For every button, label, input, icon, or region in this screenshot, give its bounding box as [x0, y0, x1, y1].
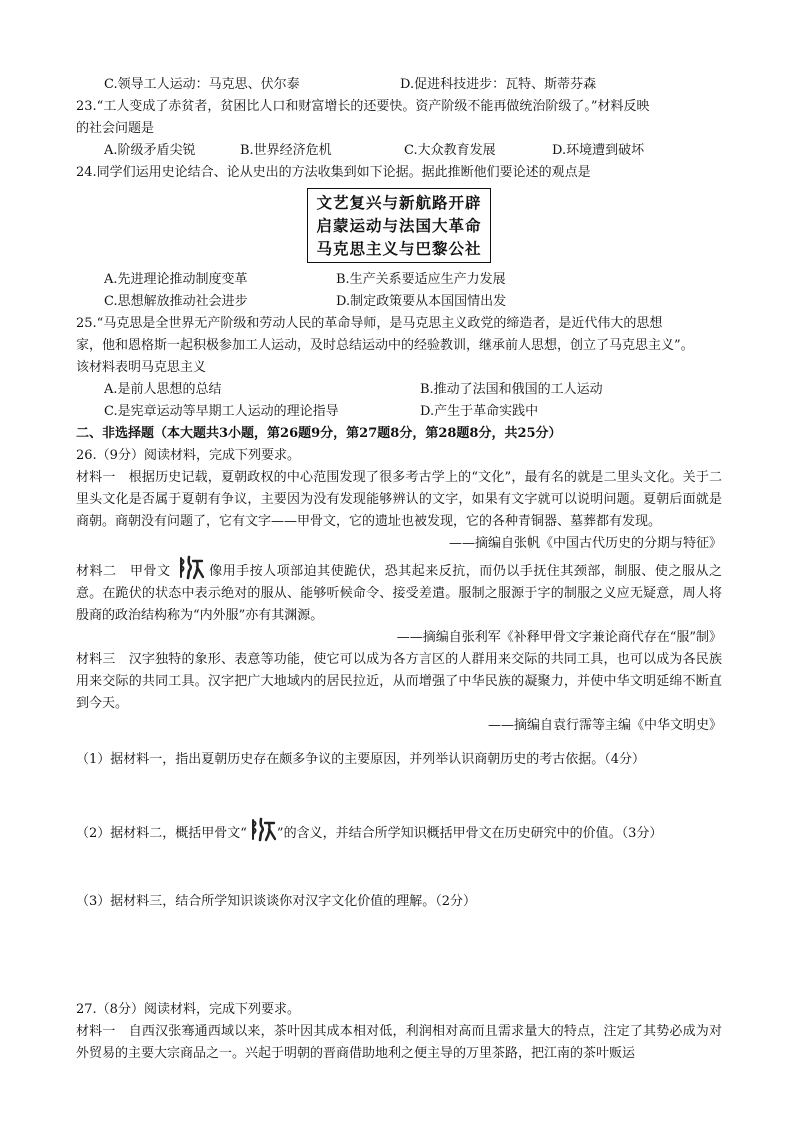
q26-heading: 26.（9分）阅读材料，完成下列要求。: [76, 448, 300, 463]
q25-stem-line1: 25.“马克思是全世界无产阶级和劳动人民的革命导师，是马克思主义政党的缔造者，是近代伟大的思想: [76, 316, 663, 331]
q25-stem-line2: 家，他和恩格斯一起积极参加工人运动，及时总结运动中的经验教训，继承前人思想，创立了马克思主义”。: [76, 338, 694, 353]
q26-material-2-prefix: 材料二 甲骨文: [76, 564, 171, 579]
q26-material-2-body: 像用手按人项部迫其使跪伏，恐其起来反抗，而仍以手抚住其颈部，制服、使之服从之意。在跪伏的状态中表示绝对的服从、能够听候命令、接受差遣。服制之服源于字的制服之义应无疑意，周人将殷商的政治结构称为“内外服”亦有其渊源。: [76, 564, 722, 623]
q24-evidence-box: [307, 188, 490, 263]
q24-options-row2: [76, 291, 722, 313]
q23-options: [76, 140, 722, 162]
q24-options-row1: [76, 269, 722, 291]
q24-evidence-line3: 马克思主义与巴黎公社: [316, 239, 482, 258]
q25-option-c: C.是宪章运动等早期工人运动的理论指导: [104, 404, 339, 419]
section-2-heading: 二、非选择题（本大题共3小题，第26题9分，第27题8分，第28题8分，共25分）: [76, 426, 562, 441]
q26-sub-1: （1）据材料一，指出夏朝历史存在颇多争议的主要原因，并列举认识商朝历史的考古依据。（4分）: [76, 752, 646, 767]
q24-evidence-line2: 启蒙运动与法国大革命: [316, 216, 482, 235]
q23-option-c: C.大众教育发展: [404, 143, 496, 158]
q24-option-a: A.先进理论推动制度变革: [104, 272, 248, 287]
q24-option-c: C.思想解放推动社会进步: [104, 294, 248, 309]
q24-option-d: D.制定政策要从本国国情出发: [336, 294, 507, 309]
q22-options: [76, 74, 722, 96]
q26-sub-2-prefix: （2）据材料二，概括甲骨文“: [76, 826, 247, 841]
q23-stem-line1: 23.“工人变成了赤贫者，贫困比人口和财富增长的还要快。资产阶级不能再做统治阶级了。”材料反映: [76, 99, 650, 114]
q25-stem-line3: 该材料表明马克思主义: [76, 360, 207, 375]
q25-option-d: D.产生于革命实践中: [420, 404, 539, 419]
q24-evidence-box-wrap: [76, 188, 722, 263]
q26-material-2: [76, 555, 722, 627]
q23-stem-line2: 的社会问题是: [76, 121, 155, 136]
q25-option-a: A.是前人思想的总结: [104, 382, 222, 397]
q22-option-c: C.领导工人运动：马克思、伏尔泰: [104, 77, 300, 92]
oracle-bone-fu-glyph-icon: [247, 817, 277, 843]
q27-material-1: 材料一 自西汉张骞通西域以来，茶叶因其成本相对低，利润相对高而且需求量大的特点，注定了其势必成为对外贸易的主要大宗商品之一。兴起于明朝的晋商借助地利之便主导的万里茶路，把江南的茶叶贩运: [76, 1024, 722, 1061]
q27-heading: 27.（8分）阅读材料，完成下列要求。: [76, 1002, 300, 1017]
q23-option-a: A.阶级矛盾尖锐: [104, 143, 196, 158]
q24-option-b: B.生产关系要适应生产力发展: [336, 272, 506, 287]
q26-material-2-source: ——摘编自张利军《补释甲骨文字兼论商代存在“服”制》: [396, 630, 722, 645]
q26-material-3-source: ——摘编自袁行霈等主编《中华文明史》: [487, 718, 722, 733]
q23-option-b: B.世界经济危机: [240, 143, 332, 158]
q24-stem: 24.同学们运用史论结合、论从史出的方法收集到如下论据。据此推断他们要论述的观点是: [76, 165, 591, 180]
q25-option-b: B.推动了法国和俄国的工人运动: [420, 382, 603, 397]
q23-option-d: D.环境遭到破坏: [552, 143, 645, 158]
q25-options-row1: [76, 379, 722, 401]
q25-options-row2: [76, 401, 722, 423]
q26-sub-2-suffix: ”的含义，并结合所学知识概括甲骨文在历史研究中的价值。（3分）: [276, 826, 663, 841]
q26-material-3: 材料三 汉字独特的象形、表意等功能，使它可以成为各方言区的人群用来交际的共同工具，也可以成为各民族用来交际的共同工具。汉字把广大地域内的居民拉近，从而增强了中华民族的凝聚力，并使中华文明延绵不断直到今天。: [76, 652, 722, 711]
q24-evidence-line1: 文艺复兴与新航路开辟: [316, 193, 482, 212]
oracle-bone-fu-glyph-icon: [175, 555, 205, 581]
q26-sub-2: [76, 817, 722, 845]
q26-sub-3: （3）据材料三，结合所学知识谈谈你对汉字文化价值的理解。（2分）: [76, 894, 477, 909]
q26-material-1: 材料一 根据历史记载，夏朝政权的中心范围发现了很多考古学上的“文化”，最有名的就是二里头文化。关于二里头文化是否属于夏朝有争议，主要因为没有发现能够辨认的文字，如果有文字就可以说明问题。夏朝后面就是商朝。商朝没有问题了，它有文字——甲骨文，它的遗址也被发现，它的各种青铜器、墓葬都有发现。: [76, 470, 722, 529]
q26-material-1-source: ——摘编自张帆《中国古代历史的分期与特征》: [448, 536, 722, 551]
q22-option-d: D.促进科技进步：瓦特、斯蒂芬森: [400, 77, 597, 92]
